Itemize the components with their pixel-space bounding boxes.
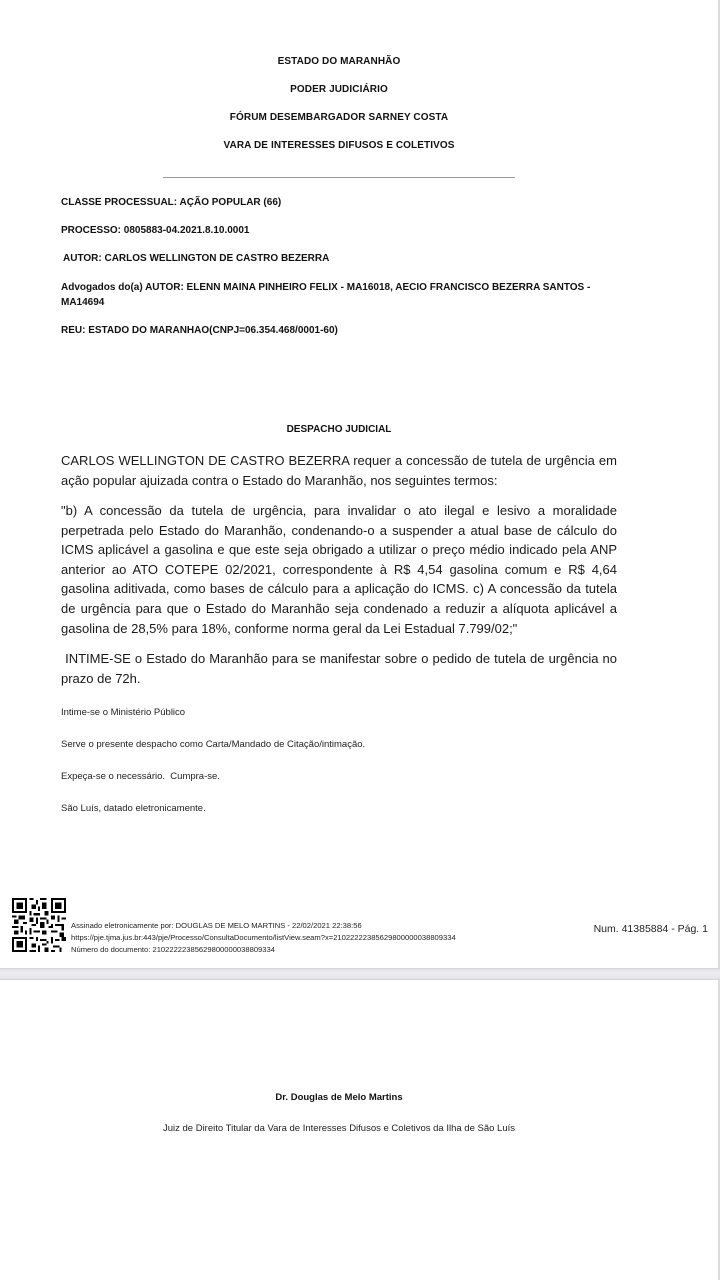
header-forum: FÓRUM DESEMBARGADOR SARNEY COSTA (229, 112, 449, 123)
line-cumpra-se: Expeça-se o necessário. Cumpra-se. (61, 771, 220, 782)
page-reference: Num. 41385884 - Pág. 1 (593, 923, 708, 935)
document-url-link[interactable]: https://pje.tjma.jus.br:443/pje/Processo/ConsultaDocumento/listView.seam?x=21022222385629800000038809334 (71, 933, 456, 942)
line-carta-mandado: Serve o presente despacho como Carta/Mandado de Citação/intimação. (61, 739, 366, 750)
header-judiciary: PODER JUDICIÁRIO (290, 84, 388, 95)
qr-code-icon (12, 898, 66, 952)
case-number: PROCESSO: 0805883-04.2021.8.10.0001 (61, 225, 250, 236)
case-lawyers: Advogados do(a) AUTOR: ELENN MAINA PINHEIRO FELIX - MA16018, AECIO FRANCISCO BEZERRA SANTOS - MA14694 (61, 282, 591, 308)
judge-name: Dr. Douglas de Melo Martins (275, 1092, 403, 1103)
header-court: VARA DE INTERESSES DIFUSOS E COLETIVOS (223, 140, 455, 151)
paragraph-quoted-terms: "b) A concessão da tutela de urgência, para invalidar o ato ilegal e lesivo a moralidade perpetrada pelo Estado do Maranhão, condenando-o a suspender a atual base de cálculo do ICMS aplicável a gasolina e que este seja obrigado a utilizar o preço médio indicado pela ANP anterior ao ATO COTEPE 02/2021, correspondente à R$ 4,54 gasolina comum e R$ 4,64 gasolina aditivada, como bases de cálculo para a aplicação do ICMS. c) A concessão da tutela de urgência para que o Estado do Maranhão seja condenado a reduzir a alíquota aplicável a gasolina de 28,5% para 18%, conforme norma geral da Lei Estadual 7.799/02;" (61, 503, 617, 636)
paragraph-intimation: INTIME-SE o Estado do Maranhão para se manifestar sobre o pedido de tutela de urgência no prazo de 72h. (61, 651, 621, 686)
header-divider (163, 177, 515, 178)
signed-by-line: Assinado eletronicamente por: DOUGLAS DE MELO MARTINS - 22/02/2021 22:38:56 (71, 921, 362, 930)
case-class: CLASSE PROCESSUAL: AÇÃO POPULAR (66) (61, 197, 282, 208)
document-page-2 (0, 980, 720, 1280)
paragraph-request: CARLOS WELLINGTON DE CASTRO BEZERRA requer a concessão de tutela de urgência em ação popular ajuizada contra o Estado do Maranhão, nos seguintes termos: (61, 453, 617, 488)
case-plaintiff: AUTOR: CARLOS WELLINGTON DE CASTRO BEZERRA (63, 253, 330, 264)
judge-title: Juiz de Direito Titular da Vara de Interesses Difusos e Coletivos da Ilha de São Luís (162, 1123, 516, 1134)
header-state: ESTADO DO MARANHÃO (277, 56, 401, 67)
page-separator (0, 968, 720, 980)
signature-info (71, 920, 456, 956)
case-defendant: REU: ESTADO DO MARANHAO(CNPJ=06.354.468/0001-60) (61, 325, 338, 336)
document-title: DESPACHO JUDICIAL (286, 424, 392, 435)
document-number-line: Número do documento: 21022222385629800000038809334 (71, 945, 275, 954)
line-place-date: São Luís, datado eletronicamente. (61, 803, 206, 814)
line-ministerio-publico: Intime-se o Ministério Público (61, 707, 186, 718)
